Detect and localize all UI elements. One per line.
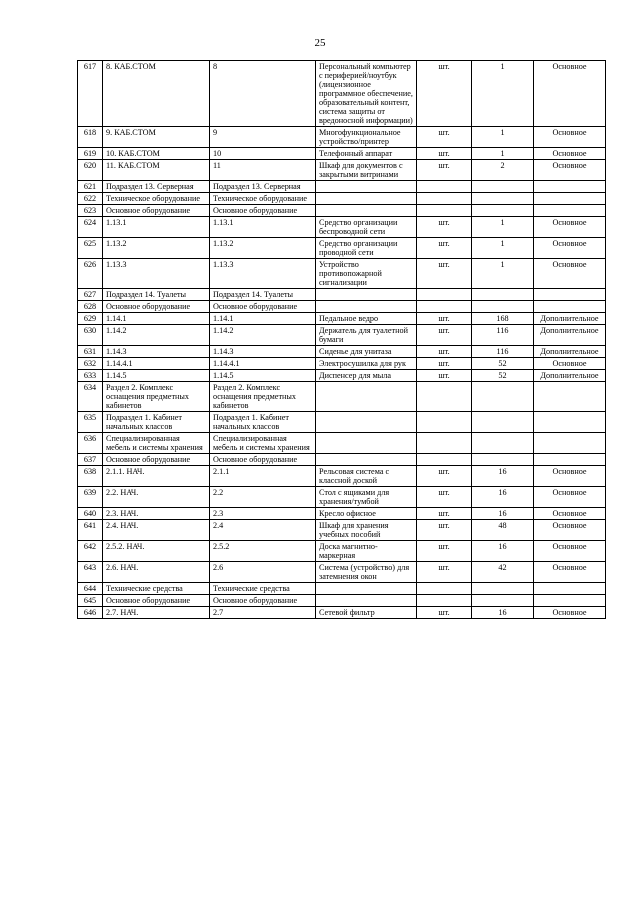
item-code: Техническое оборудование: [210, 193, 316, 205]
item-code: 1.14.1: [210, 313, 316, 325]
item-unit: шт.: [417, 520, 472, 541]
item-unit: шт.: [417, 61, 472, 127]
item-quantity: [472, 193, 534, 205]
item-type: Основное: [534, 541, 606, 562]
item-quantity: [472, 433, 534, 454]
item-unit: [417, 412, 472, 433]
item-name: 1.14.2: [103, 325, 210, 346]
row-number: 640: [78, 508, 103, 520]
table-row: [78, 433, 606, 454]
item-description: [316, 301, 417, 313]
item-name: Техническое оборудование: [103, 193, 210, 205]
item-unit: шт.: [417, 217, 472, 238]
item-quantity: 16: [472, 508, 534, 520]
item-type: Основное: [534, 259, 606, 289]
item-quantity: 16: [472, 541, 534, 562]
item-description: Диспенсер для мыла: [316, 370, 417, 382]
item-type: Основное: [534, 160, 606, 181]
item-type: [534, 433, 606, 454]
item-description: Кресло офисное: [316, 508, 417, 520]
item-quantity: 168: [472, 313, 534, 325]
item-type: Основное: [534, 148, 606, 160]
item-type: Основное: [534, 238, 606, 259]
row-number: 641: [78, 520, 103, 541]
item-description: [316, 205, 417, 217]
item-type: Основное: [534, 487, 606, 508]
row-number: 631: [78, 346, 103, 358]
item-description: Стол с ящиками для хранения/тумбой: [316, 487, 417, 508]
row-number: 637: [78, 454, 103, 466]
item-code: 1.14.3: [210, 346, 316, 358]
item-quantity: 116: [472, 325, 534, 346]
item-name: 9. КАБ.СТОМ: [103, 127, 210, 148]
item-unit: [417, 382, 472, 412]
item-description: Шкаф для документов с закрытыми витринами: [316, 160, 417, 181]
item-type: Основное: [534, 607, 606, 619]
item-quantity: 1: [472, 61, 534, 127]
item-type: Основное: [534, 466, 606, 487]
item-name: 2.2. НАЧ.: [103, 487, 210, 508]
table-row: [78, 181, 606, 193]
item-description: [316, 382, 417, 412]
item-quantity: 16: [472, 607, 534, 619]
table-row: [78, 607, 606, 619]
item-code: 2.5.2: [210, 541, 316, 562]
item-quantity: 2: [472, 160, 534, 181]
item-unit: шт.: [417, 127, 472, 148]
item-description: Средство организации беспроводной сети: [316, 217, 417, 238]
item-type: Дополнительное: [534, 313, 606, 325]
item-description: Педальное ведро: [316, 313, 417, 325]
table-row: [78, 289, 606, 301]
item-type: [534, 301, 606, 313]
row-number: 638: [78, 466, 103, 487]
item-type: Дополнительное: [534, 346, 606, 358]
item-name: 1.14.4.1: [103, 358, 210, 370]
item-code: 2.6: [210, 562, 316, 583]
item-name: 1.14.1: [103, 313, 210, 325]
item-name: 2.5.2. НАЧ.: [103, 541, 210, 562]
item-unit: шт.: [417, 358, 472, 370]
row-number: 634: [78, 382, 103, 412]
item-name: Технические средства: [103, 583, 210, 595]
item-unit: шт.: [417, 487, 472, 508]
table-row: [78, 382, 606, 412]
item-unit: шт.: [417, 313, 472, 325]
item-unit: [417, 181, 472, 193]
item-quantity: [472, 181, 534, 193]
item-code: 2.7: [210, 607, 316, 619]
row-number: 635: [78, 412, 103, 433]
item-type: Основное: [534, 520, 606, 541]
item-name: Подраздел 1. Кабинет начальных классов: [103, 412, 210, 433]
item-type: Основное: [534, 217, 606, 238]
item-unit: шт.: [417, 562, 472, 583]
table-row: [78, 508, 606, 520]
item-quantity: [472, 412, 534, 433]
item-quantity: [472, 595, 534, 607]
item-name: Основное оборудование: [103, 595, 210, 607]
item-code: Основное оборудование: [210, 595, 316, 607]
item-unit: шт.: [417, 259, 472, 289]
item-code: 2.3: [210, 508, 316, 520]
item-code: Основное оборудование: [210, 301, 316, 313]
item-name: Подраздел 14. Туалеты: [103, 289, 210, 301]
item-description: Сетевой фильтр: [316, 607, 417, 619]
item-code: 1.13.2: [210, 238, 316, 259]
item-name: 2.4. НАЧ.: [103, 520, 210, 541]
item-code: 2.1.1: [210, 466, 316, 487]
item-code: Основное оборудование: [210, 205, 316, 217]
item-name: 2.6. НАЧ.: [103, 562, 210, 583]
item-code: Раздел 2. Комплекс оснащения предметных кабинетов: [210, 382, 316, 412]
item-unit: [417, 454, 472, 466]
item-unit: [417, 583, 472, 595]
item-quantity: [472, 289, 534, 301]
item-unit: шт.: [417, 238, 472, 259]
item-code: 9: [210, 127, 316, 148]
item-unit: шт.: [417, 160, 472, 181]
item-description: Многофункциональное устройство/принтер: [316, 127, 417, 148]
item-type: [534, 382, 606, 412]
row-number: 623: [78, 205, 103, 217]
item-code: 1.14.5: [210, 370, 316, 382]
item-quantity: 48: [472, 520, 534, 541]
item-quantity: 116: [472, 346, 534, 358]
item-quantity: 1: [472, 148, 534, 160]
item-type: [534, 193, 606, 205]
row-number: 632: [78, 358, 103, 370]
item-code: Специализированная мебель и системы хранения: [210, 433, 316, 454]
table-row: [78, 466, 606, 487]
table-row: [78, 193, 606, 205]
item-type: [534, 595, 606, 607]
row-number: 642: [78, 541, 103, 562]
item-unit: [417, 595, 472, 607]
row-number: 646: [78, 607, 103, 619]
item-name: 1.14.5: [103, 370, 210, 382]
item-description: Телефонный аппарат: [316, 148, 417, 160]
table-row: [78, 595, 606, 607]
row-number: 645: [78, 595, 103, 607]
table-row: [78, 562, 606, 583]
table-row: [78, 412, 606, 433]
item-unit: шт.: [417, 541, 472, 562]
row-number: 639: [78, 487, 103, 508]
item-type: [534, 583, 606, 595]
item-quantity: [472, 454, 534, 466]
item-name: Подраздел 13. Серверная: [103, 181, 210, 193]
table-row: [78, 127, 606, 148]
row-number: 619: [78, 148, 103, 160]
item-quantity: [472, 382, 534, 412]
item-code: Подраздел 13. Серверная: [210, 181, 316, 193]
item-description: Персональный компьютер с периферией/ноутбук (лицензионное программное обеспечение, образовательный контент, система защиты от вредоносной информации): [316, 61, 417, 127]
row-number: 627: [78, 289, 103, 301]
item-name: 2.3. НАЧ.: [103, 508, 210, 520]
row-number: 624: [78, 217, 103, 238]
item-code: Технические средства: [210, 583, 316, 595]
table-row: [78, 583, 606, 595]
item-description: [316, 193, 417, 205]
item-type: Дополнительное: [534, 370, 606, 382]
table-row: [78, 487, 606, 508]
item-quantity: 52: [472, 358, 534, 370]
item-description: Доска магнитно-маркерная: [316, 541, 417, 562]
item-type: [534, 205, 606, 217]
item-name: 1.13.3: [103, 259, 210, 289]
table-row: [78, 325, 606, 346]
table-row: [78, 217, 606, 238]
item-description: Шкаф для хранения учебных пособий: [316, 520, 417, 541]
item-code: 1.13.1: [210, 217, 316, 238]
item-name: Раздел 2. Комплекс оснащения предметных кабинетов: [103, 382, 210, 412]
table-row: [78, 370, 606, 382]
item-code: Подраздел 1. Кабинет начальных классов: [210, 412, 316, 433]
item-type: [534, 289, 606, 301]
table-row: [78, 313, 606, 325]
item-unit: [417, 205, 472, 217]
table-row: [78, 346, 606, 358]
item-type: Основное: [534, 61, 606, 127]
item-code: 11: [210, 160, 316, 181]
item-description: [316, 583, 417, 595]
item-unit: шт.: [417, 508, 472, 520]
item-type: [534, 412, 606, 433]
item-code: Основное оборудование: [210, 454, 316, 466]
item-code: 8: [210, 61, 316, 127]
row-number: 618: [78, 127, 103, 148]
table-row: [78, 238, 606, 259]
table-row: [78, 454, 606, 466]
row-number: 633: [78, 370, 103, 382]
item-name: 1.14.3: [103, 346, 210, 358]
item-description: Электросушилка для рук: [316, 358, 417, 370]
item-unit: [417, 301, 472, 313]
item-unit: [417, 289, 472, 301]
item-type: Основное: [534, 358, 606, 370]
table-body: [78, 61, 606, 619]
item-description: Рельсовая система с классной доской: [316, 466, 417, 487]
row-number: 628: [78, 301, 103, 313]
item-description: Сиденье для унитаза: [316, 346, 417, 358]
item-unit: шт.: [417, 370, 472, 382]
item-type: Дополнительное: [534, 325, 606, 346]
row-number: 626: [78, 259, 103, 289]
item-unit: шт.: [417, 325, 472, 346]
row-number: 636: [78, 433, 103, 454]
item-quantity: 16: [472, 466, 534, 487]
item-quantity: 16: [472, 487, 534, 508]
item-name: Специализированная мебель и системы хранения: [103, 433, 210, 454]
item-unit: [417, 433, 472, 454]
table-row: [78, 520, 606, 541]
table-row: [78, 301, 606, 313]
table-row: [78, 358, 606, 370]
item-description: Система (устройство) для затемнения окон: [316, 562, 417, 583]
item-code: 2.4: [210, 520, 316, 541]
item-name: 2.7. НАЧ.: [103, 607, 210, 619]
row-number: 620: [78, 160, 103, 181]
item-unit: шт.: [417, 607, 472, 619]
item-type: [534, 454, 606, 466]
row-number: 625: [78, 238, 103, 259]
item-code: 1.14.4.1: [210, 358, 316, 370]
table-row: [78, 148, 606, 160]
item-code: 10: [210, 148, 316, 160]
item-description: [316, 181, 417, 193]
item-unit: шт.: [417, 148, 472, 160]
item-name: Основное оборудование: [103, 454, 210, 466]
item-quantity: 1: [472, 217, 534, 238]
item-name: Основное оборудование: [103, 301, 210, 313]
item-quantity: 42: [472, 562, 534, 583]
item-quantity: 1: [472, 259, 534, 289]
row-number: 621: [78, 181, 103, 193]
item-name: 8. КАБ.СТОМ: [103, 61, 210, 127]
item-name: 2.1.1. НАЧ.: [103, 466, 210, 487]
table-row: [78, 205, 606, 217]
item-name: 11. КАБ.СТОМ: [103, 160, 210, 181]
item-code: 1.13.3: [210, 259, 316, 289]
item-code: 1.14.2: [210, 325, 316, 346]
equipment-table: [77, 60, 606, 619]
item-description: Средство организации проводной сети: [316, 238, 417, 259]
item-name: 1.13.2: [103, 238, 210, 259]
item-description: [316, 595, 417, 607]
item-quantity: 52: [472, 370, 534, 382]
table-row: [78, 541, 606, 562]
table-row: [78, 61, 606, 127]
item-code: Подраздел 14. Туалеты: [210, 289, 316, 301]
item-quantity: [472, 583, 534, 595]
item-name: Основное оборудование: [103, 205, 210, 217]
item-quantity: [472, 205, 534, 217]
table-row: [78, 259, 606, 289]
item-unit: шт.: [417, 466, 472, 487]
row-number: 643: [78, 562, 103, 583]
row-number: 622: [78, 193, 103, 205]
item-unit: шт.: [417, 346, 472, 358]
item-description: [316, 433, 417, 454]
item-quantity: 1: [472, 238, 534, 259]
item-type: Основное: [534, 127, 606, 148]
item-type: Основное: [534, 562, 606, 583]
item-name: 1.13.1: [103, 217, 210, 238]
item-name: 10. КАБ.СТОМ: [103, 148, 210, 160]
item-description: [316, 412, 417, 433]
item-code: 2.2: [210, 487, 316, 508]
item-unit: [417, 193, 472, 205]
page-number: 25: [314, 37, 326, 49]
item-type: [534, 181, 606, 193]
row-number: 630: [78, 325, 103, 346]
item-description: Держатель для туалетной бумаги: [316, 325, 417, 346]
item-type: Основное: [534, 508, 606, 520]
item-quantity: [472, 301, 534, 313]
item-description: [316, 289, 417, 301]
row-number: 617: [78, 61, 103, 127]
item-quantity: 1: [472, 127, 534, 148]
table-row: [78, 160, 606, 181]
item-description: Устройство противопожарной сигнализации: [316, 259, 417, 289]
row-number: 644: [78, 583, 103, 595]
row-number: 629: [78, 313, 103, 325]
item-description: [316, 454, 417, 466]
